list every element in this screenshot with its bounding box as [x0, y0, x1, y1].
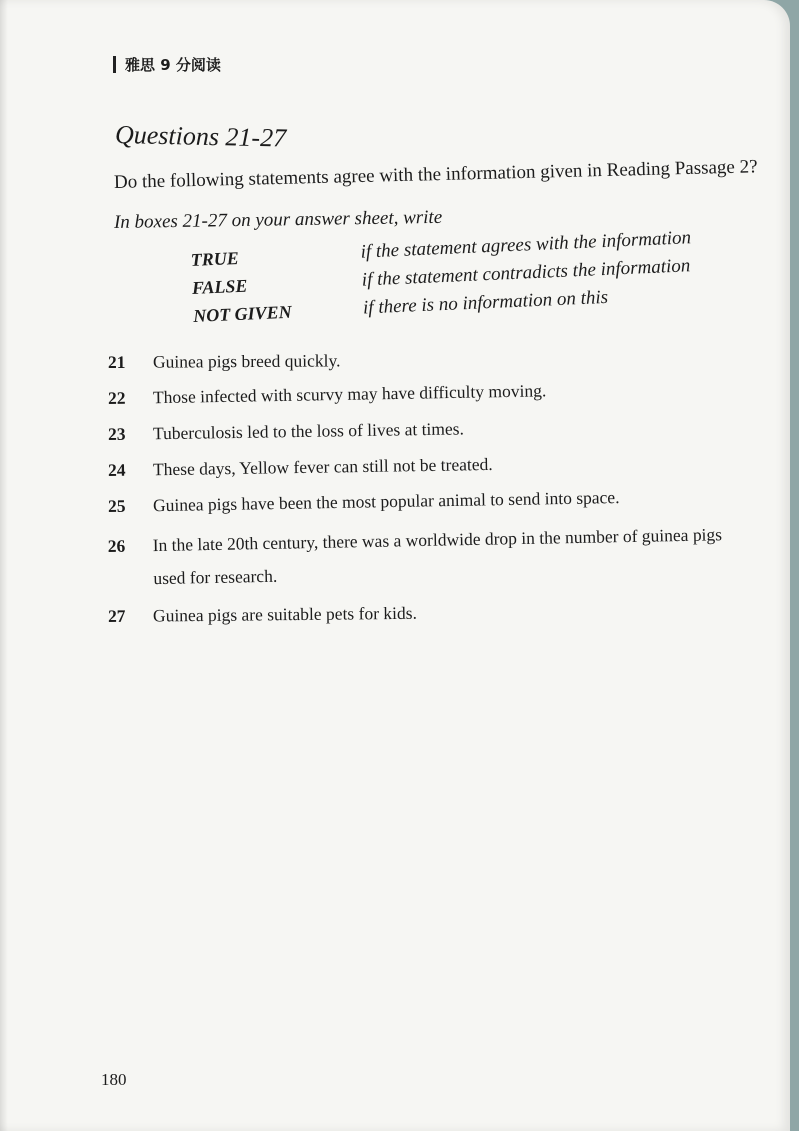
question-text: These days, Yellow fever can still not be treated.	[152, 453, 493, 480]
question-number: 24	[107, 459, 126, 480]
book-title: 雅思 9 分阅读	[125, 56, 221, 74]
question-text: Guinea pigs are suitable pets for kids.	[152, 602, 417, 626]
answer-instruction-text: In boxes 21-27 on your answer sheet, write	[113, 206, 443, 233]
legend-term: TRUE	[190, 247, 240, 270]
question-text-line-1: In the late 20th century, there was a worldwide drop in the number of guinea pigs	[152, 524, 723, 556]
question-text: Those infected with scurvy may have difficulty moving.	[152, 380, 547, 408]
question-text: Tuberculosis led to the loss of lives at times.	[152, 418, 465, 444]
question-item	[108, 591, 778, 634]
question-item	[107, 515, 778, 594]
question-list	[108, 344, 778, 634]
question-number: 22	[107, 387, 126, 408]
question-number: 25	[107, 495, 126, 516]
question-text: Guinea pigs breed quickly.	[152, 350, 341, 372]
legend-description: if the statement agrees with the information	[360, 227, 692, 263]
instruction-text: Do the following statements agree with the information given in Reading Passage 2?	[113, 156, 758, 193]
questions-heading: Questions 21-27	[114, 120, 287, 153]
question-text: Guinea pigs have been the most popular animal to send into space.	[152, 487, 620, 516]
legend-term: NOT GIVEN	[192, 301, 293, 326]
question-number: 21	[107, 351, 126, 372]
question-text-line-2: used for research.	[153, 565, 278, 589]
running-header	[113, 54, 221, 75]
answer-key-legend	[190, 222, 733, 329]
header-bar-mark	[113, 56, 116, 73]
legend-description: if there is no information on this	[362, 286, 609, 319]
question-number: 23	[107, 423, 126, 444]
question-number: 27	[107, 605, 126, 626]
legend-term: FALSE	[191, 275, 248, 298]
legend-description: if the statement contradicts the information	[361, 255, 691, 291]
question-text	[152, 515, 778, 593]
page-number: 180	[101, 1070, 127, 1089]
page-edge-shadow	[0, 0, 8, 1131]
question-number: 26	[107, 535, 126, 557]
